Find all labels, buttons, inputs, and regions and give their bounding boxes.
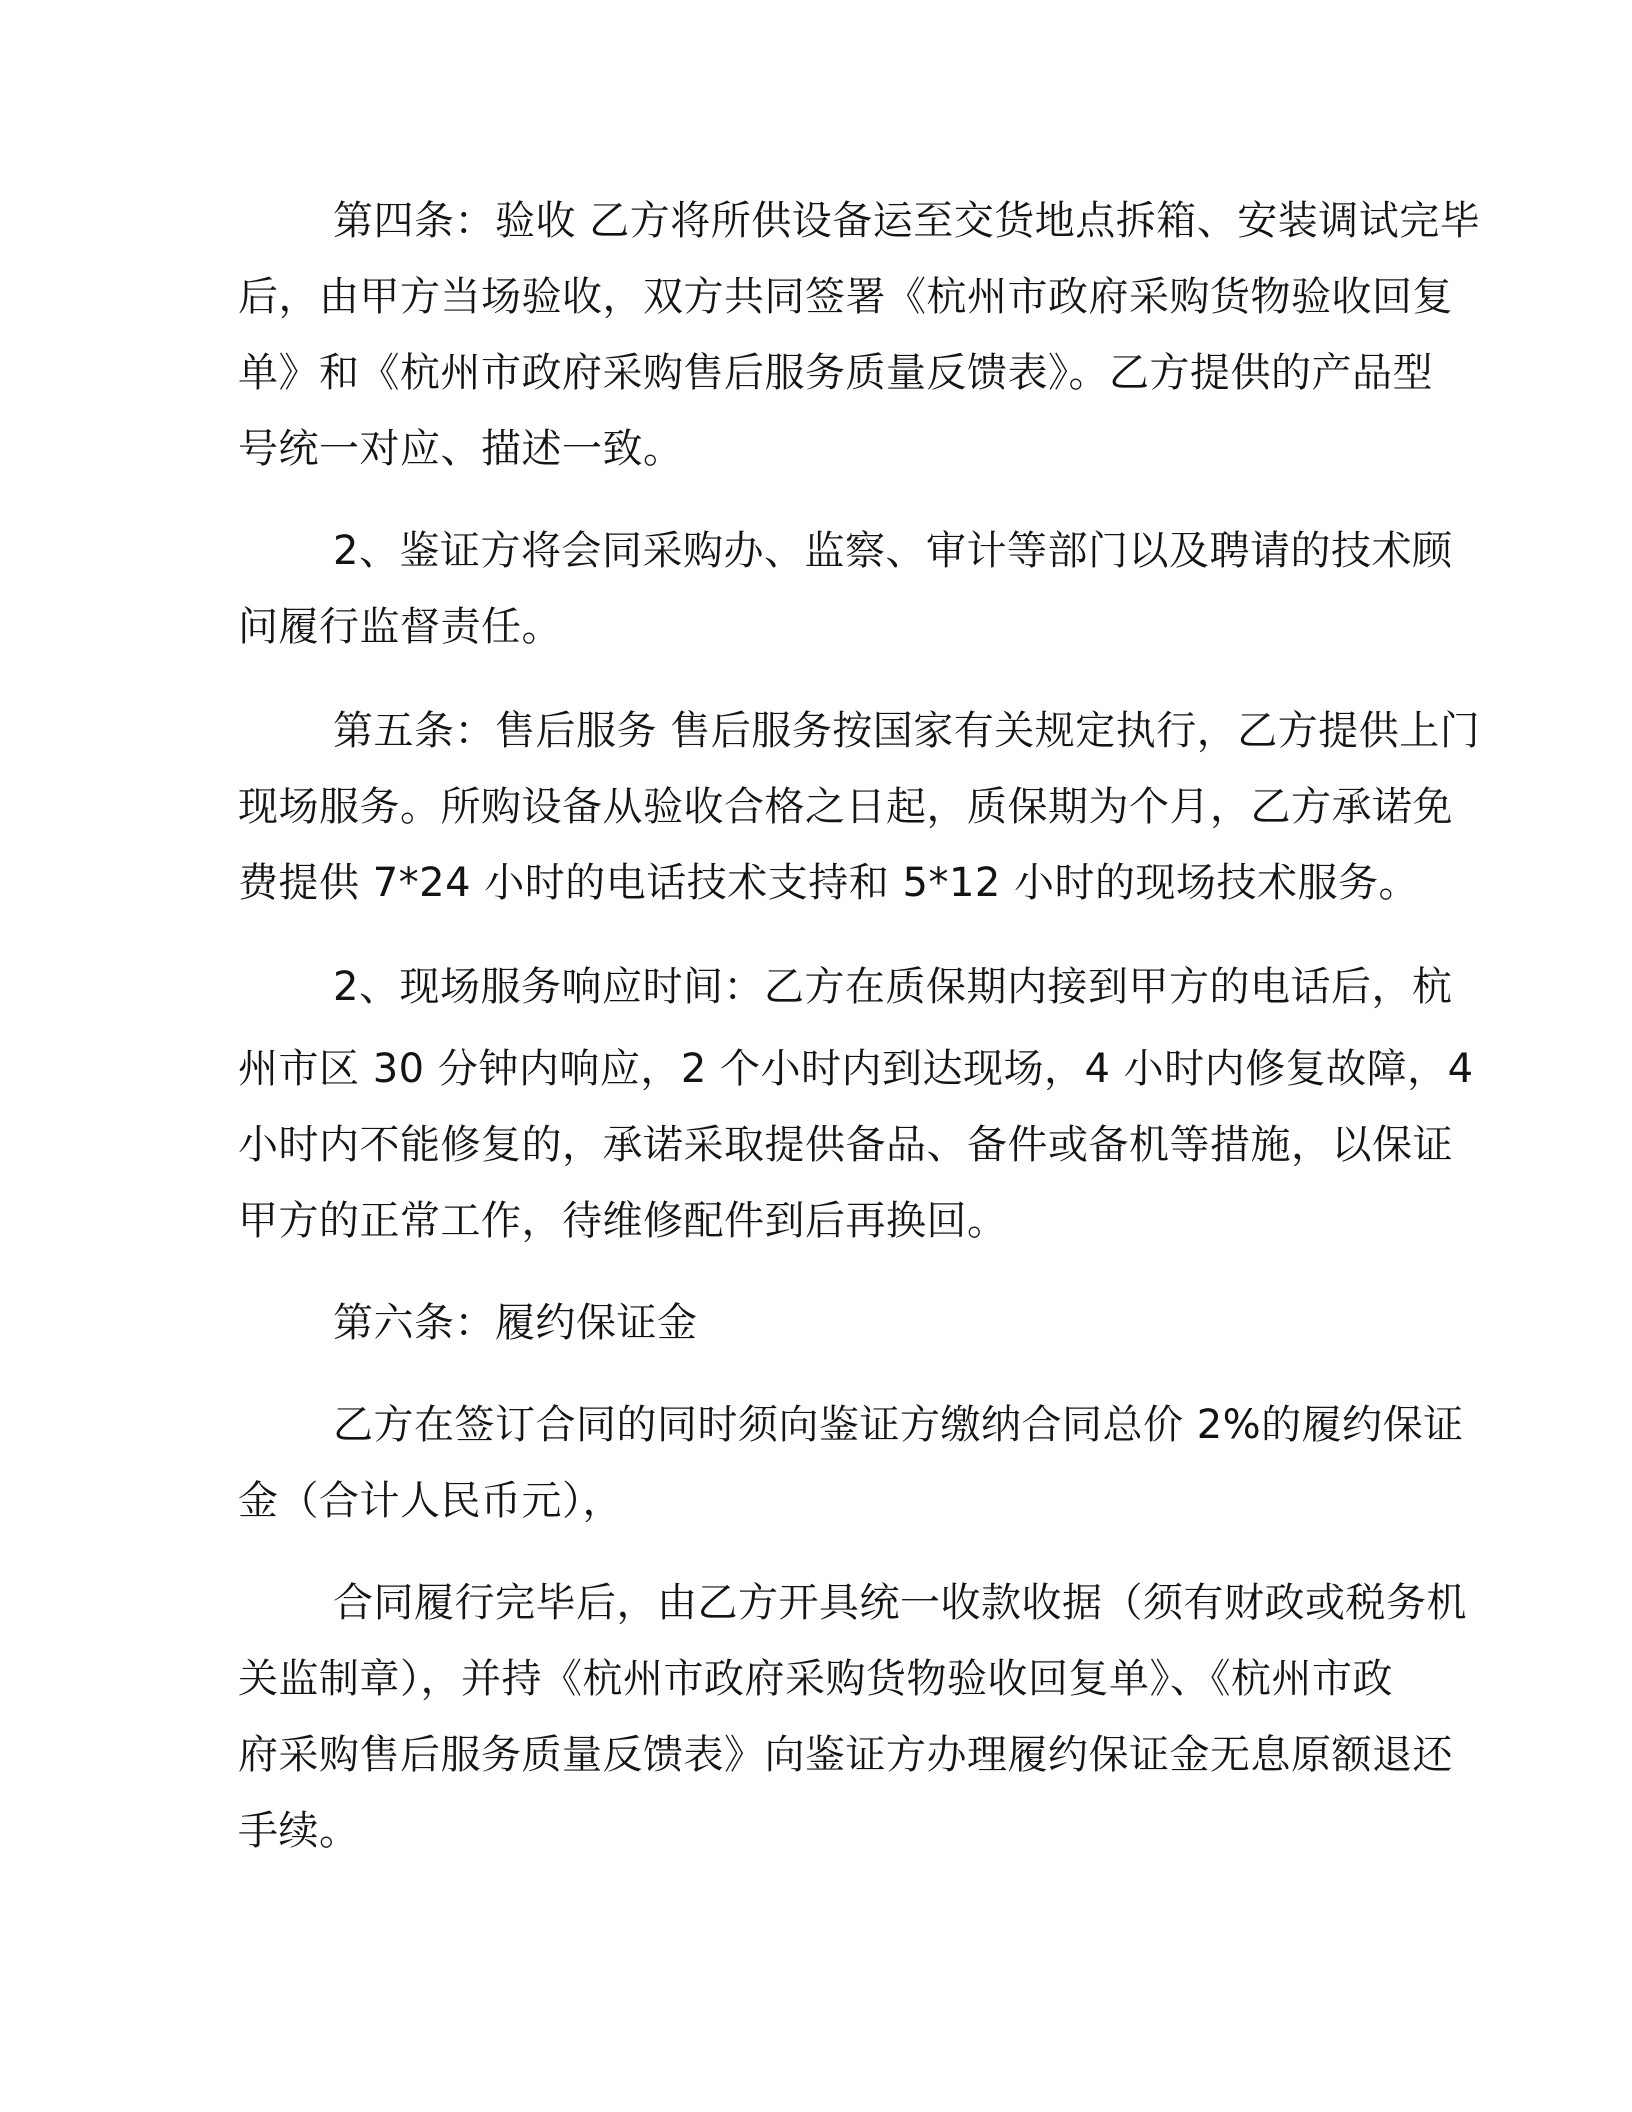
article-5-item-2-line-3: 小时内不能修复的，承诺采取提供备品、备件或备机等措施，以保证: [238, 1122, 1453, 1168]
article-4-item-2-line-1: 2、鉴证方将会同采购办、监察、审计等部门以及聘请的技术顾: [333, 528, 1453, 574]
article-6-title: 第六条：履约保证金: [333, 1300, 698, 1346]
article-5-item-2-line-1: 2、现场服务响应时间：乙方在质保期内接到甲方的电话后，杭: [333, 964, 1453, 1010]
article-5-item-2-line-2: 州市区 30 分钟内响应，2 个小时内到达现场，4 小时内修复故障，4: [238, 1046, 1474, 1092]
article-5-line-1: 第五条：售后服务 售后服务按国家有关规定执行，乙方提供上门: [333, 708, 1481, 754]
article-4-item-2-line-2: 问履行监督责任。: [238, 604, 562, 650]
article-6-para-2-line-1: 合同履行完毕后，由乙方开具统一收款收据（须有财政或税务机: [333, 1580, 1467, 1626]
article-5-line-2: 现场服务。所购设备从验收合格之日起，质保期为个月，乙方承诺免: [238, 784, 1453, 830]
article-4-line-3: 单》和《杭州市政府采购售后服务质量反馈表》。乙方提供的产品型: [238, 350, 1433, 396]
article-6-para-1-line-1: 乙方在签订合同的同时须向鉴证方缴纳合同总价 2%的履约保证: [333, 1402, 1464, 1448]
article-6-para-1-line-2: 金（合计人民币元），: [238, 1478, 623, 1524]
article-4-line-2: 后，由甲方当场验收，双方共同签署《杭州市政府采购货物验收回复: [238, 274, 1453, 320]
article-6-para-2-line-4: 手续。: [238, 1808, 360, 1854]
article-6-para-2-line-2: 关监制章），并持《杭州市政府采购货物验收回复单》、《杭州市政: [238, 1656, 1393, 1702]
article-5-line-3: 费提供 7*24 小时的电话技术支持和 5*12 小时的现场技术服务。: [238, 860, 1420, 906]
article-4-line-1: 第四条：验收 乙方将所供设备运至交货地点拆箱、安装调试完毕: [333, 198, 1481, 244]
article-4-line-4: 号统一对应、描述一致。: [238, 426, 684, 472]
article-6-para-2-line-3: 府采购售后服务质量反馈表》向鉴证方办理履约保证金无息原额退还: [238, 1732, 1453, 1778]
article-5-item-2-line-4: 甲方的正常工作，待维修配件到后再换回。: [238, 1198, 1008, 1244]
